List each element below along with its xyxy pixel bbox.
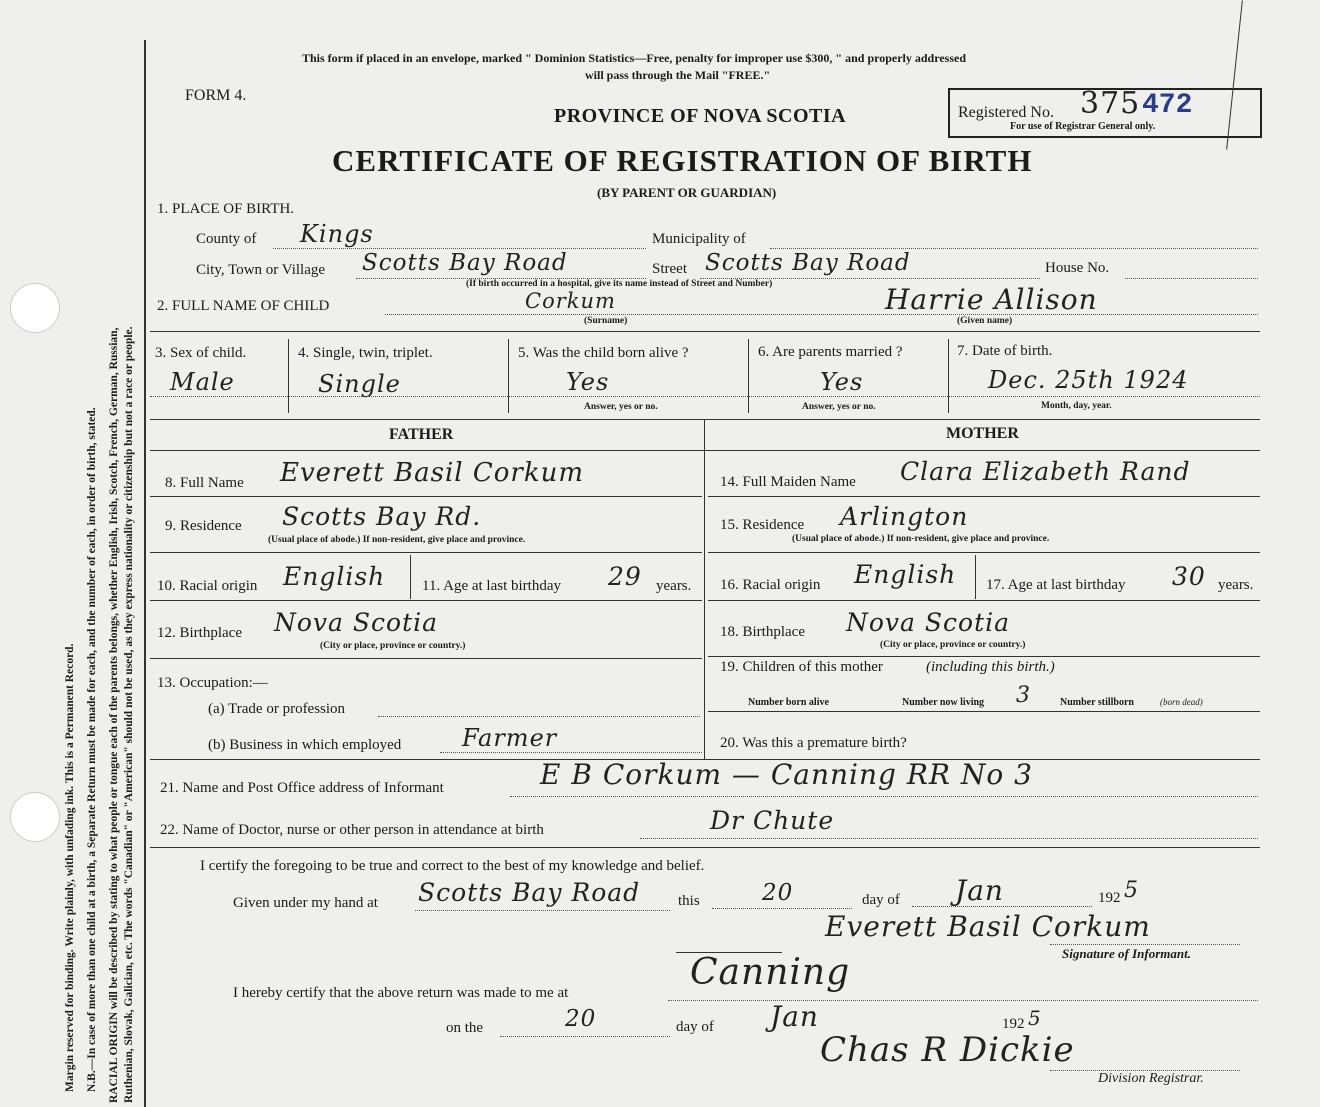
stillborn-note: (born dead) [1160, 697, 1203, 707]
division-registrar-label: Division Registrar. [1098, 1071, 1204, 1086]
registered-number-stamp: 472 [1142, 90, 1193, 121]
mother-name-label: 14. Full Maiden Name [720, 474, 856, 490]
given-name-note: (Given name) [957, 316, 1013, 326]
page-subtitle: (BY PARENT OR GUARDIAN) [597, 185, 777, 200]
child-name-label: 2. FULL NAME OF CHILD [157, 298, 330, 314]
registered-number-prefix: 375 [1080, 86, 1141, 121]
business-label: (b) Business in which employed [208, 737, 402, 753]
mother-birthplace-value: Nova Scotia [846, 608, 1011, 637]
father-racial-label: 10. Racial origin [157, 578, 258, 594]
given-at-label: Given under my hand at [233, 895, 378, 911]
single-twin-value: Single [318, 370, 401, 398]
mother-residence-note: (Usual place of abode.) If non-resident, give place and province. [792, 534, 1050, 544]
doctor-label: 22. Name of Doctor, nurse or other person in attendance at birth [160, 822, 544, 838]
premature-label: 20. Was this a premature birth? [720, 735, 907, 751]
stillborn-label: Number stillborn [1060, 697, 1134, 708]
on-the-label: on the [446, 1020, 484, 1036]
form-number: FORM 4. [185, 87, 247, 104]
date-of-birth-note: Month, day, year. [1041, 401, 1112, 411]
margin-note-3: RACIAL ORIGIN will be described by stating to what people or tongue each of the parents belongs, whether English, Irish, Scotch, French, German, Russian, [108, 327, 120, 1103]
house-no-label: House No. [1045, 260, 1110, 276]
date-of-birth-label: 7. Date of birth. [957, 343, 1053, 359]
hospital-note: (If birth occurred in a hospital, give its name instead of Street and Number) [466, 279, 773, 289]
trade-label: (a) Trade or profession [208, 701, 346, 717]
county-value: Kings [300, 220, 374, 248]
father-age-label: 11. Age at last birthday [422, 578, 561, 594]
date-of-birth-value: Dec. 25th 1924 [988, 366, 1189, 394]
father-name-label: 8. Full Name [165, 475, 244, 491]
given-day-of-label: day of [862, 892, 900, 908]
margin-note-1: Margin reserved for binding. Write plainly, with unfading ink. This is a Permanent Record. [64, 643, 76, 1092]
children-label: 19. Children of this mother [720, 659, 883, 675]
sex-value: Male [170, 368, 235, 396]
mail-notice-line1: This form if placed in an envelope, marked " Dominion Statistics—Free, penalty for improper use $300, " and properly addressed [302, 51, 967, 65]
registrar-statement: I hereby certify that the above return was made to me at [233, 985, 569, 1001]
father-residence-note: (Usual place of abode.) If non-resident, give place and province. [268, 535, 526, 545]
father-residence-label: 9. Residence [165, 518, 242, 534]
parents-married-note: Answer, yes or no. [802, 402, 876, 412]
given-year-prefix: 192 [1098, 890, 1121, 906]
rule-after-name [150, 331, 1260, 332]
page-title: CERTIFICATE OF REGISTRATION OF BIRTH [332, 143, 1033, 178]
margin-note-2: N.B.—In case of more than one child at a birth, a Separate Return must be made for each, and the number of each, in order of birth, stated. [86, 407, 98, 1092]
now-living-value: 3 [1016, 683, 1031, 708]
born-alive-value: Yes [566, 368, 610, 396]
child-given-name: Harrie Allison [885, 283, 1098, 316]
street-value: Scotts Bay Road [705, 250, 911, 276]
rule-after-child [150, 419, 1260, 420]
informant-signature: Everett Basil Corkum [825, 910, 1151, 943]
mother-years-label: years. [1218, 577, 1254, 593]
mail-notice-line2: will pass through the Mail "FREE." [585, 68, 771, 82]
father-birthplace-note: (City or place, province or country.) [320, 641, 466, 651]
mother-age-label: 17. Age at last birthday [986, 577, 1126, 593]
registrar-year-prefix: 192 [1002, 1016, 1025, 1032]
binding-hole-top [10, 283, 60, 333]
mother-birthplace-note: (City or place, province or country.) [880, 640, 1026, 650]
child-surname: Corkum [525, 289, 616, 313]
given-day: 20 [762, 880, 794, 906]
informant-label: 21. Name and Post Office address of Informant [160, 780, 444, 796]
father-residence-value: Scotts Bay Rd. [282, 502, 482, 531]
informant-signature-label: Signature of Informant. [1062, 946, 1191, 961]
mother-name-value: Clara Elizabeth Rand [900, 457, 1191, 486]
registrar-day-of-label: day of [676, 1019, 714, 1035]
father-name-value: Everett Basil Corkum [280, 458, 585, 488]
father-racial-value: English [283, 562, 386, 591]
mother-residence-value: Arlington [840, 502, 969, 531]
children-note: (including this birth.) [926, 659, 1055, 675]
doctor-value: Dr Chute [710, 806, 835, 835]
margin-note-4: Ruthenian, Slovak, Galician, etc. The words "Canadian" or "American" should not be used, as they express nationality or citizenship but not a race or people. [123, 326, 135, 1103]
mother-age-value: 30 [1172, 562, 1206, 591]
municipality-label: Municipality of [652, 231, 746, 247]
binding-hole-bottom [10, 792, 60, 842]
parents-married-value: Yes [820, 368, 864, 396]
registrar-note: For use of Registrar General only. [1010, 121, 1156, 132]
registered-label: Registered No. [958, 104, 1054, 121]
sex-label: 3. Sex of child. [155, 345, 247, 361]
now-living-label: Number now living [902, 697, 985, 708]
born-alive-note: Answer, yes or no. [584, 402, 658, 412]
born-alive-count-label: Number born alive [748, 697, 829, 708]
registrar-year-suffix: 5 [1028, 1006, 1042, 1030]
given-year-suffix: 5 [1124, 878, 1139, 903]
registrar-place: Canning [690, 952, 851, 993]
mother-residence-label: 15. Residence [720, 517, 805, 533]
parents-divider [704, 419, 705, 759]
registrar-day: 20 [565, 1006, 597, 1032]
informant-value: E B Corkum — Canning RR No 3 [540, 758, 1033, 791]
county-label: County of [196, 231, 257, 247]
occupation-label: 13. Occupation:— [157, 675, 268, 691]
mother-racial-label: 16. Racial origin [720, 577, 821, 593]
street-label: Street [652, 261, 687, 277]
father-years-label: years. [656, 578, 692, 594]
mother-heading: MOTHER [946, 425, 1019, 442]
given-at-place: Scotts Bay Road [418, 878, 641, 907]
surname-note: (Surname) [584, 316, 628, 326]
city-label: City, Town or Village [196, 262, 326, 278]
rule-before-certify [150, 847, 1260, 848]
place-of-birth-heading: 1. PLACE OF BIRTH. [157, 201, 295, 217]
born-alive-label: 5. Was the child born alive ? [518, 345, 689, 361]
this-label: this [678, 893, 700, 909]
father-heading: FATHER [389, 426, 454, 443]
father-birthplace-value: Nova Scotia [274, 608, 439, 637]
city-value: Scotts Bay Road [362, 250, 568, 276]
father-age-value: 29 [608, 562, 642, 591]
mother-birthplace-label: 18. Birthplace [720, 624, 805, 640]
province-heading: PROVINCE OF NOVA SCOTIA [554, 105, 847, 127]
business-value: Farmer [462, 724, 558, 752]
given-month: Jan [955, 874, 1004, 907]
single-twin-label: 4. Single, twin, triplet. [298, 345, 433, 361]
registrar-month: Jan [770, 1000, 819, 1033]
certify-statement: I certify the foregoing to be true and correct to the best of my knowledge and belief. [200, 858, 705, 874]
registrar-signature: Chas R Dickie [820, 1030, 1075, 1070]
binding-margin-line [144, 40, 146, 1107]
mother-racial-value: English [854, 560, 957, 589]
parents-married-label: 6. Are parents married ? [758, 344, 903, 360]
father-birthplace-label: 12. Birthplace [157, 625, 242, 641]
